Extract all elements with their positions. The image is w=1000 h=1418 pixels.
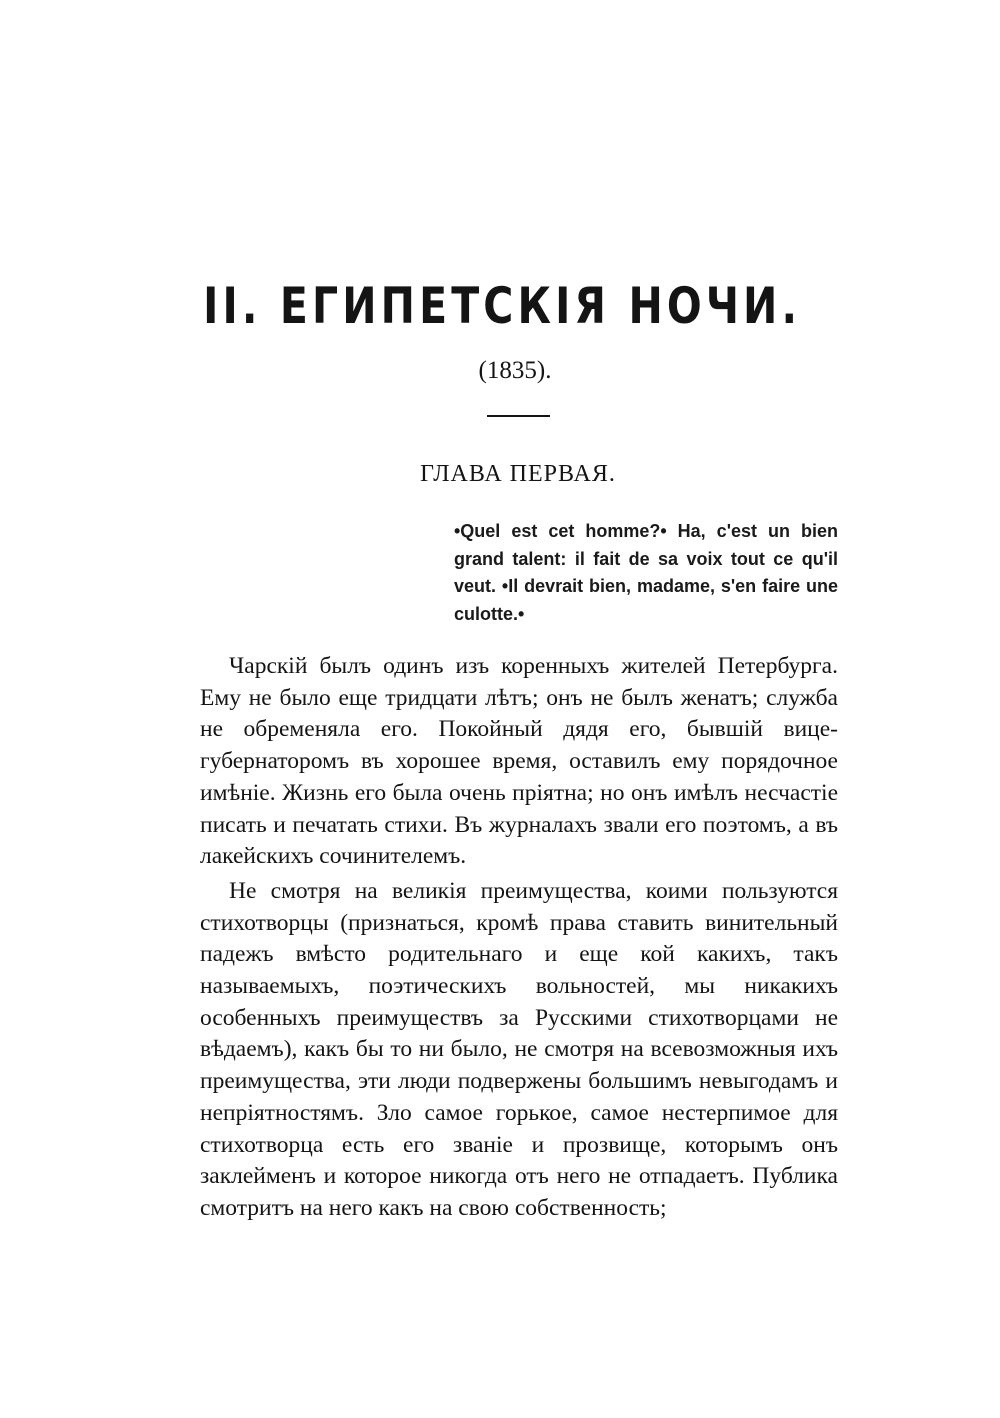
paragraph: Не смотря на великія преимущества, коими пользуются стихотворцы (признаться, кромѣ права ставить винительный падежъ вмѣсто родительнаго и еще кой какихъ, такъ называемыхъ, поэтическихъ вольностей, мы никакихъ особенныхъ преимуществъ за Русскими стихотворцами не вѣдаемъ), какъ бы то ни было, не смотря на всевозможныя ихъ преимущества, эти люди подвержены большимъ невыгодамъ и непріятностямъ. Зло самое горькое, самое нестерпимое для стихотворца есть его званіе и прозвище, которымъ онъ заклейменъ и которое никогда отъ него не отпадаетъ. Публика смотритъ на него какъ на свою собственность;: [200, 877, 838, 1221]
section-title: II. ЕГИПЕТСКІЯ НОЧИ.: [203, 277, 802, 335]
epigraph: •Quel est cet homme?• Ha, c'est un bien grand talent: il fait de sa voix tout ce qu'il veut. •Il devrait bien, madame, s'en faire une culotte.•: [454, 521, 838, 624]
title-divider: [487, 415, 550, 417]
body-text: [200, 651, 838, 1225]
section-year: (1835).: [478, 357, 552, 384]
paragraph: Чарскій былъ одинъ изъ коренныхъ жителей Петербурга. Ему не было еще тридцати лѣтъ; онъ не былъ женатъ; служба не обременяла его. Покойный дядя его, бывшій вице-губернаторомъ въ хорошее время, оставилъ ему порядочное имѣніе. Жизнь его была очень пріятна; но онъ имѣлъ несчастіе писать и печатать стихи. Въ журналахъ звали его поэтомъ, а въ лакейскихъ сочинителемъ.: [200, 653, 838, 870]
chapter-heading: ГЛАВА ПЕРВАЯ.: [420, 461, 616, 487]
